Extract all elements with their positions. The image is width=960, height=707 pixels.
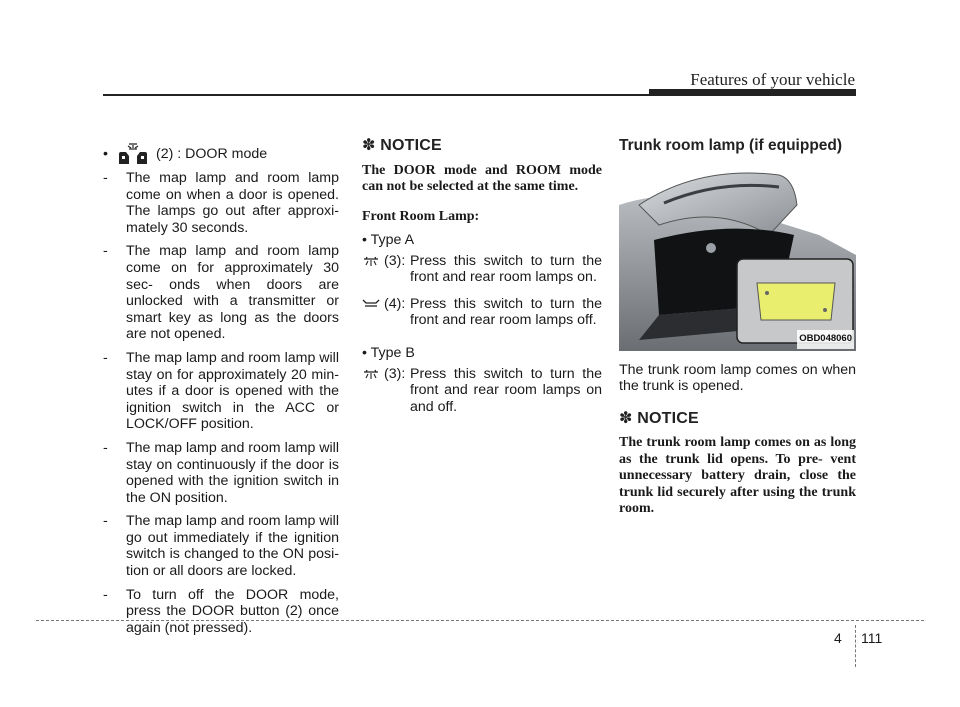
- type-a-label: • Type A: [362, 232, 415, 248]
- footer-vertical-divider: [855, 625, 856, 667]
- type-b-label: • Type B: [362, 344, 415, 361]
- page-header-title: Features of your vehicle: [690, 70, 855, 89]
- list-item: - The map lamp and room lamp come on when a door is opened. The lamps go out after approxi- mately 30 seconds.: [103, 170, 339, 236]
- photo-caption: OBD048060: [797, 330, 854, 349]
- list-item: - The map lamp and room lamp come on for approximately 30 sec- onds when doors are unlocked with a transmitter or smart key as long as the doors are not opened.: [103, 243, 339, 343]
- room-lamp-on-icon: [362, 367, 380, 381]
- trunk-illustration: [619, 165, 856, 351]
- list-item: - The map lamp and room lamp will stay on for approximately 20 min- utes if a door is opened with the ignition switch in the ACC or LOCK/OFF position.: [103, 349, 339, 433]
- trunk-photo: [619, 165, 856, 351]
- list-item: (3): Press this switch to turn the front and rear room lamps on.: [362, 253, 602, 286]
- column-1: [103, 138, 339, 643]
- page-number: 111: [861, 630, 883, 646]
- door-mode-label: (2) : DOOR mode: [155, 145, 268, 162]
- notice-body: The trunk room lamp comes on as long as the trunk lid opens. To pre- vent unnecessary battery drain, close the trunk lid securely after using the trunk room.: [619, 435, 856, 516]
- list-item: (3): Press this switch to turn the front and rear room lamps on and off.: [362, 366, 602, 416]
- column-2: [362, 138, 602, 425]
- notice-heading: ✽ NOTICE: [362, 137, 442, 154]
- door-lamp-icon: [116, 142, 150, 166]
- notice-heading: ✽ NOTICE: [619, 409, 699, 427]
- list-item: (4): Press this switch to turn the front and rear room lamps off.: [362, 296, 602, 329]
- list-item: - To turn off the DOOR mode, press the DOOR button (2) once again (not pressed).: [103, 586, 339, 636]
- list-item: - The map lamp and room lamp will stay on continuously if the door is opened with the ignition switch in the ON position.: [103, 439, 339, 506]
- footer-divider: [36, 620, 924, 621]
- front-room-lamp-heading: Front Room Lamp:: [362, 209, 480, 225]
- chapter-number: 4: [834, 630, 842, 646]
- header-rule-bar: [649, 89, 856, 95]
- room-lamp-on-icon: [362, 254, 380, 268]
- column-3: [619, 138, 856, 531]
- bullet-dot: •: [103, 145, 108, 162]
- notice-body: The DOOR mode and ROOM mode can not be selected at the same time.: [362, 162, 602, 194]
- list-item: - The map lamp and room lamp will go out immediately if the ignition switch is changed to the ON posi- tion or all doors are locked.: [103, 513, 339, 580]
- door-mode-bullet: [103, 142, 339, 166]
- section-title: Trunk room lamp (if equipped): [619, 137, 843, 154]
- room-lamp-off-icon: [362, 297, 380, 311]
- trunk-lamp-paragraph: The trunk room lamp comes on when the trunk is opened.: [619, 361, 856, 395]
